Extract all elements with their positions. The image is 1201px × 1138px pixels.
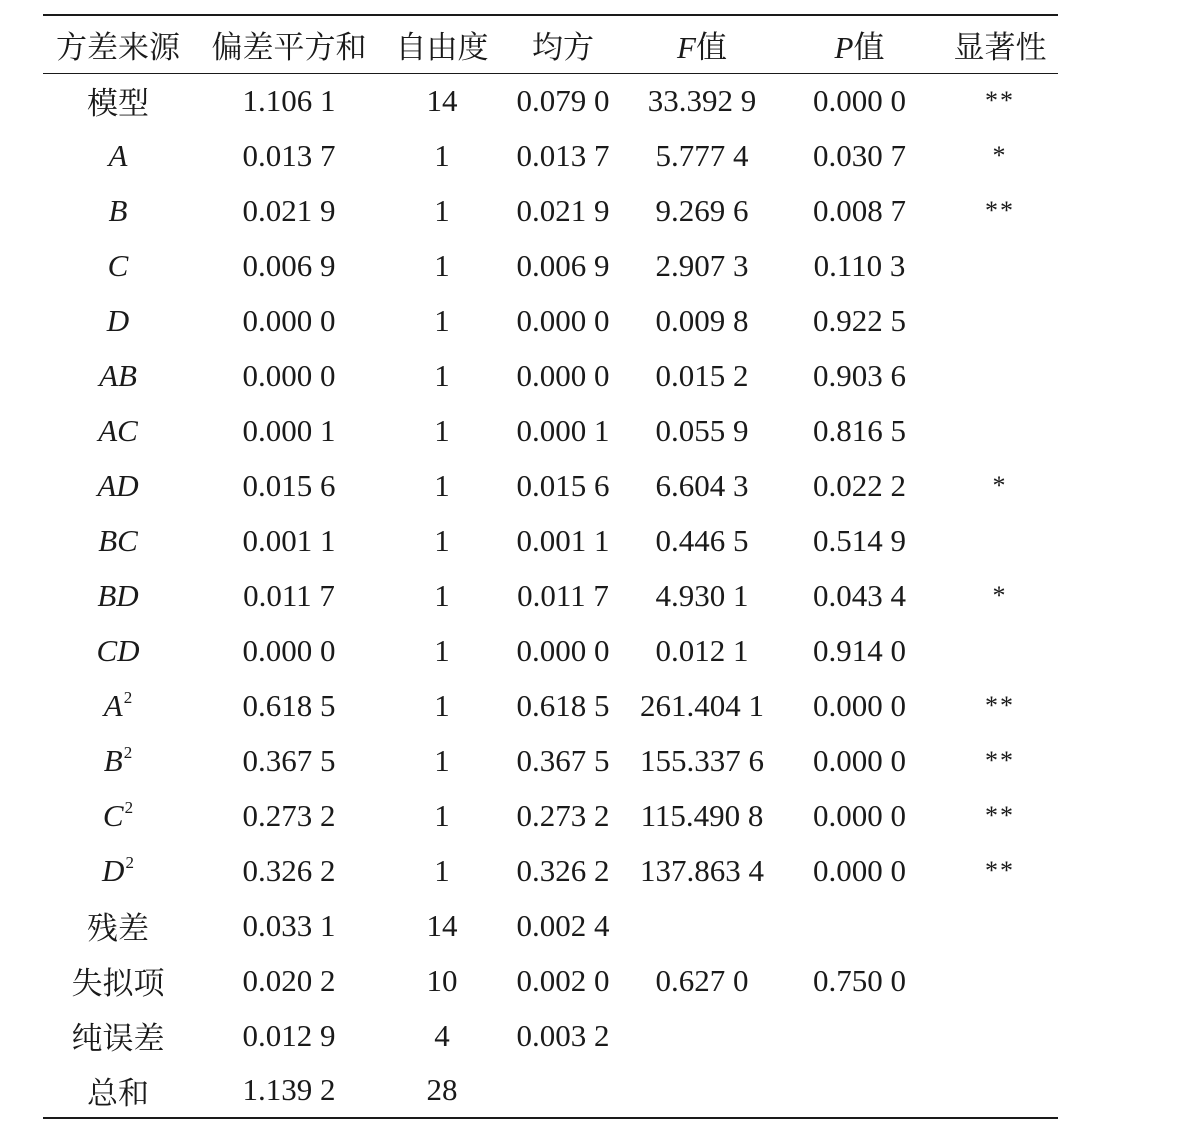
p-value-cell bbox=[777, 1008, 942, 1063]
source-label: 总和 bbox=[87, 1075, 149, 1111]
table-row bbox=[43, 788, 1058, 843]
degrees-of-freedom-cell: 14 bbox=[426, 82, 458, 118]
mean-square-cell bbox=[499, 1063, 627, 1118]
source-label: AB bbox=[99, 357, 137, 393]
degrees-of-freedom-cell: 1 bbox=[434, 852, 450, 888]
f-value-cell: 0.627 0 bbox=[655, 962, 749, 998]
mean-square-cell: 0.000 1 bbox=[516, 412, 610, 448]
table-row bbox=[43, 678, 1058, 733]
sum-of-squares-cell: 0.000 0 bbox=[242, 302, 336, 338]
header-mean-square: 均方 bbox=[532, 29, 594, 65]
p-value-cell: 0.514 9 bbox=[813, 522, 906, 558]
mean-square-cell: 0.021 9 bbox=[516, 192, 610, 228]
p-value-cell: 0.000 0 bbox=[813, 852, 906, 888]
p-value-cell: 0.816 5 bbox=[813, 412, 906, 448]
mean-square-cell: 0.618 5 bbox=[516, 687, 610, 723]
mean-square-cell: 0.002 4 bbox=[516, 907, 610, 943]
table-row bbox=[43, 458, 1058, 513]
header-source: 方差来源 bbox=[56, 29, 180, 65]
f-value-cell bbox=[627, 898, 777, 953]
p-value-cell: 0.750 0 bbox=[813, 962, 906, 998]
table-row bbox=[43, 238, 1058, 293]
source-cell bbox=[43, 403, 193, 458]
header-degrees-of-freedom: 自由度 bbox=[395, 29, 489, 65]
table-row bbox=[43, 128, 1058, 183]
degrees-of-freedom-cell: 28 bbox=[426, 1072, 458, 1107]
p-value-cell: 0.022 2 bbox=[813, 467, 906, 503]
degrees-of-freedom-cell: 1 bbox=[434, 467, 450, 503]
p-value-cell: 0.914 0 bbox=[813, 632, 906, 668]
f-value-cell: 5.777 4 bbox=[655, 137, 749, 173]
header-p-value bbox=[777, 15, 942, 73]
source-cell bbox=[43, 238, 193, 293]
degrees-of-freedom-cell: 4 bbox=[434, 1017, 450, 1053]
source-label: 残差 bbox=[87, 911, 149, 946]
mean-square-cell: 0.003 2 bbox=[516, 1017, 610, 1053]
f-value-cell: 0.015 2 bbox=[655, 357, 749, 393]
p-value-cell: 0.030 7 bbox=[813, 137, 906, 173]
significance-cell: * bbox=[992, 470, 1008, 500]
degrees-of-freedom-cell: 1 bbox=[434, 522, 450, 558]
significance-cell: * bbox=[992, 580, 1008, 610]
sum-of-squares-cell: 0.006 9 bbox=[242, 247, 336, 283]
table-row bbox=[43, 183, 1058, 238]
significance-cell: ** bbox=[985, 690, 1015, 720]
significance-cell bbox=[942, 513, 1058, 568]
degrees-of-freedom-cell: 1 bbox=[434, 797, 450, 833]
source-label: A bbox=[108, 137, 128, 173]
mean-square-cell: 0.000 0 bbox=[516, 357, 610, 393]
degrees-of-freedom-cell: 1 bbox=[434, 577, 450, 613]
source-cell bbox=[43, 623, 193, 678]
significance-cell: * bbox=[992, 140, 1008, 170]
source-cell bbox=[43, 513, 193, 568]
source-cell bbox=[43, 1008, 193, 1063]
p-value-cell: 0.000 0 bbox=[813, 687, 906, 723]
p-value-cell: 0.922 5 bbox=[813, 302, 906, 338]
anova-table bbox=[43, 14, 1058, 1119]
table-row bbox=[43, 1008, 1058, 1063]
f-value-cell: 137.863 4 bbox=[640, 852, 764, 888]
significance-cell bbox=[942, 898, 1058, 953]
source-cell bbox=[43, 348, 193, 403]
f-value-cell bbox=[627, 1008, 777, 1063]
sum-of-squares-cell: 0.015 6 bbox=[242, 467, 336, 503]
p-value-cell: 0.043 4 bbox=[813, 577, 906, 613]
f-value-cell: 115.490 8 bbox=[640, 797, 764, 833]
table-row bbox=[43, 293, 1058, 348]
p-value-cell: 0.000 0 bbox=[813, 82, 906, 118]
source-cell bbox=[43, 568, 193, 623]
significance-cell: ** bbox=[985, 800, 1015, 830]
f-value-cell: 0.055 9 bbox=[655, 412, 749, 448]
sum-of-squares-cell: 0.033 1 bbox=[242, 907, 336, 943]
header-f-value bbox=[627, 15, 777, 73]
source-exponent: 2 bbox=[123, 687, 133, 707]
f-value-cell: 261.404 1 bbox=[640, 687, 764, 723]
source-label: BC bbox=[98, 522, 138, 558]
header-sum-of-squares: 偏差平方和 bbox=[211, 29, 367, 65]
degrees-of-freedom-cell: 1 bbox=[434, 357, 450, 393]
degrees-of-freedom-cell: 1 bbox=[434, 412, 450, 448]
sum-of-squares-cell: 0.000 0 bbox=[242, 357, 336, 393]
significance-cell bbox=[942, 293, 1058, 348]
table-row bbox=[43, 348, 1058, 403]
mean-square-cell: 0.000 0 bbox=[516, 302, 610, 338]
source-label: 模型 bbox=[87, 86, 149, 122]
f-value-cell: 0.446 5 bbox=[655, 522, 749, 558]
source-cell bbox=[43, 788, 193, 843]
table-row bbox=[43, 843, 1058, 898]
significance-cell bbox=[942, 1008, 1058, 1063]
p-value-cell bbox=[777, 1063, 942, 1118]
source-cell bbox=[43, 128, 193, 183]
p-value-cell: 0.008 7 bbox=[813, 192, 906, 228]
table-row bbox=[43, 403, 1058, 458]
degrees-of-freedom-cell: 1 bbox=[434, 687, 450, 723]
sum-of-squares-cell: 0.021 9 bbox=[242, 192, 336, 228]
sum-of-squares-cell: 1.139 2 bbox=[242, 1072, 336, 1107]
header-p-symbol: P bbox=[834, 29, 854, 65]
mean-square-cell: 0.011 7 bbox=[517, 577, 609, 613]
source-label: C bbox=[102, 797, 124, 833]
source-exponent: 2 bbox=[125, 852, 134, 872]
sum-of-squares-cell: 0.020 2 bbox=[242, 962, 336, 998]
mean-square-cell: 0.000 0 bbox=[516, 632, 610, 668]
source-exponent: 2 bbox=[123, 742, 133, 762]
sum-of-squares-cell: 0.273 2 bbox=[242, 797, 336, 833]
sum-of-squares-cell: 0.326 2 bbox=[242, 852, 336, 888]
table-row bbox=[43, 1063, 1058, 1118]
header-f-symbol: F bbox=[677, 29, 696, 65]
table-row bbox=[43, 513, 1058, 568]
source-label: CD bbox=[96, 632, 140, 668]
f-value-cell: 4.930 1 bbox=[655, 577, 749, 613]
degrees-of-freedom-cell: 1 bbox=[434, 192, 450, 228]
table-body bbox=[43, 73, 1058, 1118]
source-cell bbox=[43, 678, 193, 733]
source-exponent: 2 bbox=[124, 797, 134, 817]
mean-square-cell: 0.001 1 bbox=[516, 522, 610, 558]
table-row bbox=[43, 733, 1058, 788]
sum-of-squares-cell: 0.013 7 bbox=[242, 137, 336, 173]
source-label: AD bbox=[97, 467, 139, 503]
f-value-cell: 155.337 6 bbox=[640, 742, 764, 778]
mean-square-cell: 0.013 7 bbox=[516, 137, 610, 173]
source-cell bbox=[43, 843, 193, 898]
mean-square-cell: 0.002 0 bbox=[516, 962, 610, 998]
mean-square-cell: 0.015 6 bbox=[516, 467, 610, 503]
mean-square-cell: 0.326 2 bbox=[516, 852, 610, 888]
degrees-of-freedom-cell: 1 bbox=[434, 742, 450, 778]
sum-of-squares-cell: 0.367 5 bbox=[242, 742, 336, 778]
header-row bbox=[43, 15, 1058, 73]
source-label: 纯误差 bbox=[71, 1021, 165, 1056]
f-value-cell: 0.012 1 bbox=[655, 632, 749, 668]
sum-of-squares-cell: 0.618 5 bbox=[242, 687, 336, 723]
source-label: B bbox=[108, 192, 128, 228]
source-label: C bbox=[107, 247, 129, 283]
significance-cell: ** bbox=[985, 745, 1015, 775]
table-row bbox=[43, 953, 1058, 1008]
sum-of-squares-cell: 0.001 1 bbox=[242, 522, 336, 558]
sum-of-squares-cell: 0.000 1 bbox=[242, 412, 336, 448]
degrees-of-freedom-cell: 1 bbox=[434, 632, 450, 668]
source-cell bbox=[43, 1063, 193, 1118]
p-value-cell: 0.000 0 bbox=[813, 742, 906, 778]
header-significance: 显著性 bbox=[953, 29, 1047, 65]
table-row bbox=[43, 568, 1058, 623]
f-value-cell: 9.269 6 bbox=[655, 192, 749, 228]
mean-square-cell: 0.079 0 bbox=[516, 82, 610, 118]
source-cell bbox=[43, 293, 193, 348]
source-label: A bbox=[103, 687, 123, 723]
source-label: BD bbox=[97, 577, 139, 613]
significance-cell: ** bbox=[985, 195, 1015, 225]
significance-cell bbox=[942, 953, 1058, 1008]
header-p-label: 值 bbox=[853, 29, 885, 65]
table-header bbox=[43, 15, 1058, 73]
p-value-cell bbox=[777, 898, 942, 953]
source-label: D bbox=[102, 852, 125, 888]
header-f-label: 值 bbox=[695, 29, 727, 65]
mean-square-cell: 0.367 5 bbox=[516, 742, 610, 778]
sum-of-squares-cell: 0.000 0 bbox=[242, 632, 336, 668]
degrees-of-freedom-cell: 14 bbox=[426, 907, 458, 943]
sum-of-squares-cell: 0.011 7 bbox=[243, 577, 335, 613]
source-cell bbox=[43, 458, 193, 513]
mean-square-cell: 0.273 2 bbox=[516, 797, 610, 833]
source-label: AC bbox=[98, 412, 138, 448]
anova-table-container bbox=[43, 14, 1058, 1119]
significance-cell bbox=[942, 1063, 1058, 1118]
p-value-cell: 0.110 3 bbox=[813, 247, 906, 283]
source-cell bbox=[43, 953, 193, 1008]
source-label: D bbox=[106, 302, 130, 338]
sum-of-squares-cell: 0.012 9 bbox=[242, 1017, 336, 1053]
table-row bbox=[43, 898, 1058, 953]
significance-cell bbox=[942, 348, 1058, 403]
sum-of-squares-cell: 1.106 1 bbox=[242, 82, 336, 118]
degrees-of-freedom-cell: 1 bbox=[434, 137, 450, 173]
table-row bbox=[43, 623, 1058, 678]
mean-square-cell: 0.006 9 bbox=[516, 247, 610, 283]
p-value-cell: 0.000 0 bbox=[813, 797, 906, 833]
source-label: B bbox=[103, 742, 123, 778]
source-label: 失拟项 bbox=[71, 966, 165, 1001]
source-cell bbox=[43, 183, 193, 238]
f-value-cell: 6.604 3 bbox=[655, 467, 749, 503]
f-value-cell bbox=[627, 1063, 777, 1118]
degrees-of-freedom-cell: 1 bbox=[434, 247, 450, 283]
source-cell bbox=[43, 898, 193, 953]
significance-cell: ** bbox=[985, 855, 1015, 885]
significance-cell bbox=[942, 238, 1058, 293]
significance-cell: ** bbox=[985, 85, 1015, 115]
degrees-of-freedom-cell: 10 bbox=[426, 962, 458, 998]
f-value-cell: 33.392 9 bbox=[647, 82, 757, 118]
table-row bbox=[43, 73, 1058, 128]
source-cell bbox=[43, 73, 193, 128]
f-value-cell: 2.907 3 bbox=[655, 247, 749, 283]
source-cell bbox=[43, 733, 193, 788]
significance-cell bbox=[942, 623, 1058, 678]
degrees-of-freedom-cell: 1 bbox=[434, 302, 450, 338]
p-value-cell: 0.903 6 bbox=[813, 357, 906, 393]
f-value-cell: 0.009 8 bbox=[655, 302, 749, 338]
significance-cell bbox=[942, 403, 1058, 458]
